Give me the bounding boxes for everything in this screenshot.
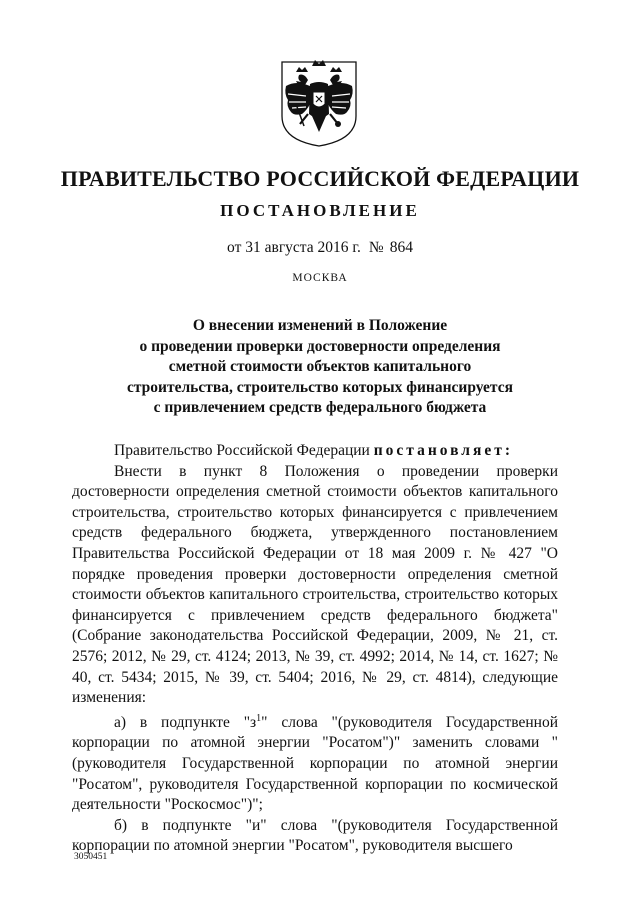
document-heading [0,316,640,419]
item-a-rest: " слова "(руководителя Государственной корпорации по атомной энергии "Росатом")" заменить словами "(руководителя Государственной корпорации по атомной энергии "Росатом", руководителя Государственной корпорации по космической деятельности "Роскосмос")"; [72,713,558,814]
item-a-paragraph [72,709,558,816]
item-b-paragraph: б) в подпункте "и" слова "(руководителя Государственной корпорации по атомной энергии "Росатом", руководителя высшего [72,816,558,855]
document-date-line [0,239,640,257]
intro-paragraph [72,441,558,462]
item-a-prefix: а) в подпункте "з [114,713,257,731]
heading-line: О внесении изменений в Положение [192,317,448,334]
heading-line: сметной стоимости объектов капитального [168,358,472,375]
russian-coat-of-arms-icon [274,56,364,150]
heading-line: с привлечением средств федерального бюджета [153,399,487,416]
document-date: от 31 августа 2016 г. [227,239,361,256]
intro-start: Правительство Российской Федерации [114,442,370,459]
heading-line: о проведении проверки достоверности определения [139,337,501,355]
document-body [72,441,558,857]
city-name: МОСКВА [292,272,348,284]
document-code: 3050451 [74,852,108,862]
document-type: ПОСТАНОВЛЕНИЕ [220,201,420,220]
item-a-superscript: 1 [256,712,262,724]
government-title: ПРАВИТЕЛЬСТВО РОССИЙСКОЙ ФЕДЕРАЦИИ [60,166,580,191]
document-number: 864 [389,239,413,256]
number-sign: № [368,239,384,256]
heading-line: строительства, строительство которых финансируется [127,378,513,396]
coat-of-arms-emblem [274,56,364,150]
resolves-word: постановляет: [373,442,514,459]
main-paragraph: Внести в пункт 8 Положения о проведении проверки достоверности определения сметной стоимости объектов капитального строительства, строительство которых финансируется с привлечением средств федерального бюджета, утвержденного постановлением Правительства Российской Федерации от 18 мая 2009 г. № 427 "О порядке проведения проверки достоверности определения сметной стоимости объектов капитального строительства, строительство которых финансируется с привлечением средств федерального бюджета" (Собрание законодательства Российской Федерации, 2009, № 21, ст. 2576; 2012, № 29, ст. 4124; 2013, № 39, ст. 4992; 2014, № 14, ст. 1627; № 40, ст. 5434; 2015, № 39, ст. 5404; 2016, № 29, ст. 4814), следующие изменения: [72,462,558,707]
